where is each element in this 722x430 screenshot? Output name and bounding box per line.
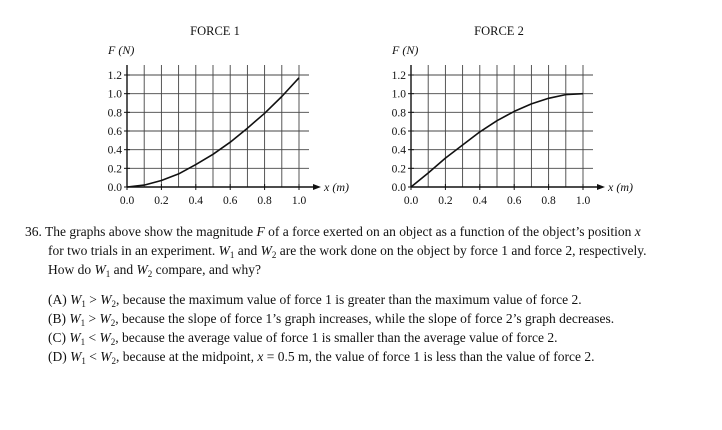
x-tick-label: 0.4 (188, 195, 203, 207)
choice-c[interactable]: (C) $W_1 < W_2$, because the average value of force 1 is smaller than the average value of force 2. (48, 330, 558, 347)
x-tick-label: 0.6 (223, 195, 238, 207)
x-axis-arrow (597, 184, 605, 190)
x-tick-label: 0.2 (154, 195, 169, 207)
y-axis-label: F (N) (392, 43, 419, 57)
x-tick-label: 0.4 (472, 195, 487, 207)
x-tick-label: 0.8 (541, 195, 556, 207)
y-tick-label: 0.6 (107, 126, 122, 138)
x-tick-label: 0.6 (507, 195, 522, 207)
x-tick-label: 1.0 (575, 195, 591, 207)
x-tick-label: 0.0 (119, 195, 135, 207)
force-2-graph (284, 0, 633, 215)
choice-d[interactable]: (D) $W_1 < W_2$, because at the midpoint, x = 0.5 m, the value of force 1 is less than the value of force 2. (48, 349, 595, 366)
question-line-2: for two trials in an experiment. $W_1$ and $W_2$ are the work done on the object by force 1 and force 2, respectively. (48, 243, 647, 260)
y-tick-label: 0.2 (107, 163, 122, 176)
chart-title: FORCE 1 (190, 24, 240, 38)
question-36 (25, 222, 715, 366)
answer-choices (25, 290, 715, 366)
y-tick-label: 0.8 (391, 107, 406, 120)
y-tick-label: 1.0 (107, 88, 122, 101)
chart-title: FORCE 2 (474, 24, 524, 38)
x-tick-label: 1.0 (291, 195, 307, 207)
y-axis-label: F (N) (108, 43, 135, 57)
x-tick-label: 0.0 (403, 195, 419, 207)
question-line-3: How do $W_1$ and $W_2$ compare, and why? (48, 262, 261, 279)
x-axis-label: x (m) (608, 180, 633, 194)
question-line-1: 36. The graphs above show the magnitude F of a force exerted on an object as a function of the object’s position x (25, 224, 641, 239)
y-tick-label: 0.8 (107, 107, 122, 120)
y-tick-label: 0.4 (107, 144, 122, 157)
x-tick-label: 0.2 (438, 195, 453, 207)
y-tick-label: 0.2 (391, 163, 406, 176)
choice-a[interactable]: (A) $W_1 > W_2$, because the maximum value of force 1 is greater than the maximum value of force 2. (48, 292, 582, 309)
y-tick-label: 0.0 (391, 182, 406, 194)
choice-b[interactable]: (B) $W_1 > W_2$, because the slope of force 1’s graph increases, while the slope of force 2’s graph decreases. (48, 311, 615, 328)
y-tick-label: 1.0 (391, 88, 406, 101)
y-tick-label: 1.2 (107, 70, 122, 82)
question-number: 36. (25, 224, 42, 239)
x-axis-label: x (m) (324, 180, 349, 194)
y-tick-label: 0.4 (391, 144, 406, 157)
y-tick-label: 1.2 (391, 70, 406, 82)
x-tick-label: 0.8 (257, 195, 272, 207)
y-tick-label: 0.0 (107, 182, 122, 194)
y-tick-label: 0.6 (391, 126, 406, 138)
